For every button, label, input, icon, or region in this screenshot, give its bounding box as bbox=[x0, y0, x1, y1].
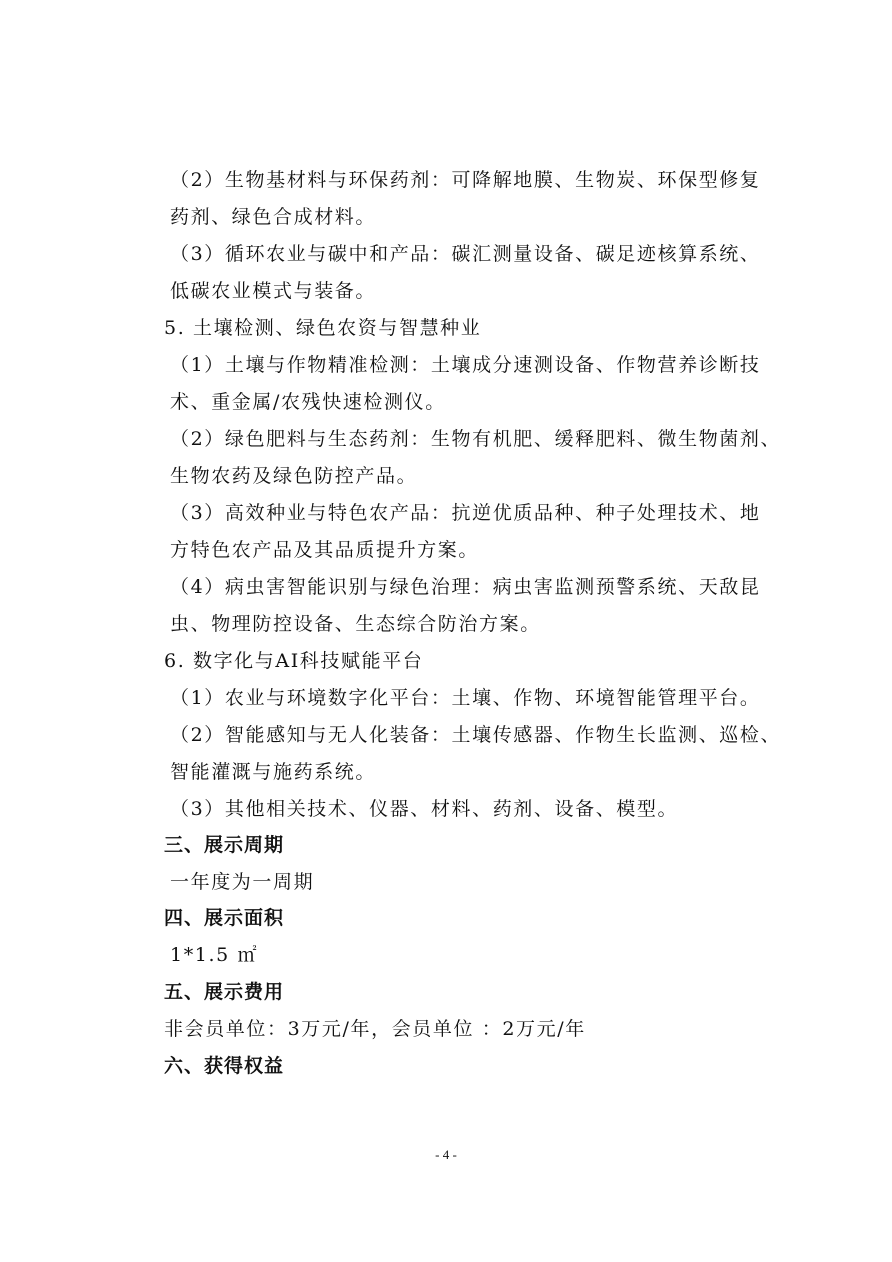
section-subheading: 5. 土壤检测、绿色农资与智慧种业 bbox=[164, 317, 482, 339]
paragraph-line: 虫、物理防控设备、生态综合防治方案。 bbox=[170, 613, 541, 635]
paragraph-line: （3）其他相关技术、仪器、材料、药剂、设备、模型。 bbox=[170, 798, 679, 820]
paragraph-line: （1）土壤与作物精准检测：土壤成分速测设备、作物营养诊断技 bbox=[170, 354, 761, 376]
paragraph-line: （3）高效种业与特色农产品：抗逆优质品种、种子处理技术、地 bbox=[170, 502, 761, 524]
section-subheading: 6. 数字化与AI科技赋能平台 bbox=[164, 650, 424, 672]
paragraph-line: 一年度为一周期 bbox=[170, 871, 315, 893]
section-heading: 五、展示费用 bbox=[164, 981, 285, 1003]
paragraph-line: （2）生物基材料与环保药剂：可降解地膜、生物炭、环保型修复 bbox=[170, 169, 761, 191]
paragraph-line: （2）智能感知与无人化装备：土壤传感器、作物生长监测、巡检、 bbox=[170, 724, 782, 746]
paragraph-line: （1）农业与环境数字化平台：土壤、作物、环境智能管理平台。 bbox=[170, 687, 761, 709]
paragraph-line: 药剂、绿色合成材料。 bbox=[170, 206, 377, 228]
page-number: - 4 - bbox=[435, 1147, 457, 1162]
paragraph-line: （2）绿色肥料与生态药剂：生物有机肥、缓释肥料、微生物菌剂、 bbox=[170, 428, 782, 450]
paragraph-line: 智能灌溉与施药系统。 bbox=[170, 761, 377, 783]
paragraph-line: （3）循环农业与碳中和产品：碳汇测量设备、碳足迹核算系统、 bbox=[170, 243, 761, 265]
section-heading: 三、展示周期 bbox=[164, 834, 285, 856]
paragraph-line: （4）病虫害智能识别与绿色治理：病虫害监测预警系统、天敌昆 bbox=[170, 576, 761, 598]
paragraph-line: 1*1.5 ㎡ bbox=[170, 944, 259, 966]
paragraph-line: 非会员单位：3万元/年，会员单位 ：2万元/年 bbox=[164, 1018, 586, 1040]
paragraph-line: 低碳农业模式与装备。 bbox=[170, 280, 377, 302]
paragraph-line: 生物农药及绿色防控产品。 bbox=[170, 465, 418, 487]
paragraph-line: 术、重金属/农残快速检测仪。 bbox=[170, 391, 446, 413]
paragraph-line: 方特色农产品及其品质提升方案。 bbox=[170, 539, 480, 561]
section-heading: 四、展示面积 bbox=[164, 907, 285, 929]
section-heading: 六、获得权益 bbox=[164, 1055, 285, 1077]
